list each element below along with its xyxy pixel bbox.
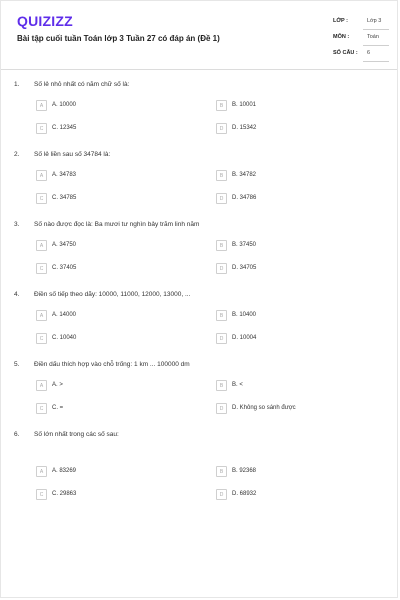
- option-letter-box: D: [216, 193, 227, 204]
- option-letter-box: A: [36, 170, 47, 181]
- option-text: C. 37405: [52, 265, 77, 271]
- option-letter-box: A: [36, 100, 47, 111]
- meta-key: SỐ CÂU :: [333, 50, 358, 56]
- question-text: Điền số tiếp theo dãy: 10000, 11000, 12000, 13000, ...: [34, 291, 191, 298]
- option-letter-box: D: [216, 123, 227, 134]
- option-text: D. Không so sánh được: [232, 405, 296, 411]
- worksheet-title: Bài tập cuối tuần Toán lớp 3 Tuần 27 có đáp án (Đề 1): [17, 34, 220, 43]
- meta-row-grade: [333, 15, 389, 31]
- option-letter-box: B: [216, 380, 227, 391]
- option-letter-box: C: [36, 489, 47, 500]
- option-letter-box: B: [216, 240, 227, 251]
- option-text: A. >: [52, 382, 63, 388]
- meta-value: Lớp 3: [367, 18, 382, 24]
- question-number: 5.: [14, 361, 20, 368]
- option-text: D. 34786: [232, 195, 257, 201]
- option-letter-box: B: [216, 100, 227, 111]
- option-text: B. 92368: [232, 468, 257, 474]
- meta-key: LỚP :: [333, 18, 348, 24]
- question-number: 2.: [14, 151, 20, 158]
- meta-row-count: [333, 47, 389, 63]
- meta-row-subject: [333, 31, 389, 47]
- option-letter-box: A: [36, 310, 47, 321]
- question-number: 1.: [14, 81, 20, 88]
- question-text: Số lẻ nhỏ nhất có năm chữ số là:: [34, 81, 130, 88]
- option-text: A. 10000: [52, 102, 77, 108]
- option-text: B. <: [232, 382, 243, 388]
- option-text: D. 10004: [232, 335, 257, 341]
- option-text: C. 29863: [52, 491, 77, 497]
- question-text: Số lẻ liền sau số 34784 là:: [34, 151, 111, 158]
- question-text: Số nào được đọc là: Ba mươi tư nghìn bảy trăm linh năm: [34, 221, 200, 228]
- worksheet-header: [1, 1, 397, 70]
- option-letter-box: D: [216, 263, 227, 274]
- option-letter-box: D: [216, 403, 227, 414]
- question-number: 6.: [14, 431, 20, 438]
- question-number: 3.: [14, 221, 20, 228]
- meta-value: 6: [367, 50, 371, 56]
- option-letter-box: C: [36, 123, 47, 134]
- quizizz-logo: QUIZIZZ: [17, 13, 73, 29]
- option-text: C. 34785: [52, 195, 77, 201]
- option-text: B. 10400: [232, 312, 257, 318]
- option-letter-box: C: [36, 333, 47, 344]
- option-text: D. 68932: [232, 491, 257, 497]
- meta-underline: [363, 29, 389, 30]
- question-text: Số lớn nhất trong các số sau:: [34, 431, 119, 438]
- option-letter-box: D: [216, 489, 227, 500]
- option-letter-box: C: [36, 193, 47, 204]
- option-text: A. 83269: [52, 468, 77, 474]
- option-letter-box: A: [36, 240, 47, 251]
- question-text: Điền dấu thích hợp vào chỗ trống: 1 km ... 100000 dm: [34, 361, 190, 368]
- meta-key: MÔN :: [333, 34, 350, 40]
- meta-underline: [363, 61, 389, 62]
- option-text: B. 37450: [232, 242, 257, 248]
- option-letter-box: A: [36, 466, 47, 477]
- option-letter-box: B: [216, 310, 227, 321]
- option-letter-box: C: [36, 263, 47, 274]
- option-text: A. 14000: [52, 312, 77, 318]
- option-letter-box: C: [36, 403, 47, 414]
- option-letter-box: B: [216, 466, 227, 477]
- question-number: 4.: [14, 291, 20, 298]
- option-letter-box: A: [36, 380, 47, 391]
- option-text: B. 10001: [232, 102, 257, 108]
- option-text: D. 34705: [232, 265, 257, 271]
- option-text: C. 10040: [52, 335, 77, 341]
- option-text: A. 34750: [52, 242, 77, 248]
- option-text: D. 15342: [232, 125, 257, 131]
- option-letter-box: D: [216, 333, 227, 344]
- worksheet-meta: [333, 15, 389, 63]
- option-text: C. =: [52, 405, 64, 411]
- meta-value: Toán: [367, 34, 379, 40]
- option-text: B. 34782: [232, 172, 257, 178]
- option-text: C. 12345: [52, 125, 77, 131]
- option-text: A. 34783: [52, 172, 77, 178]
- meta-underline: [363, 45, 389, 46]
- option-letter-box: B: [216, 170, 227, 181]
